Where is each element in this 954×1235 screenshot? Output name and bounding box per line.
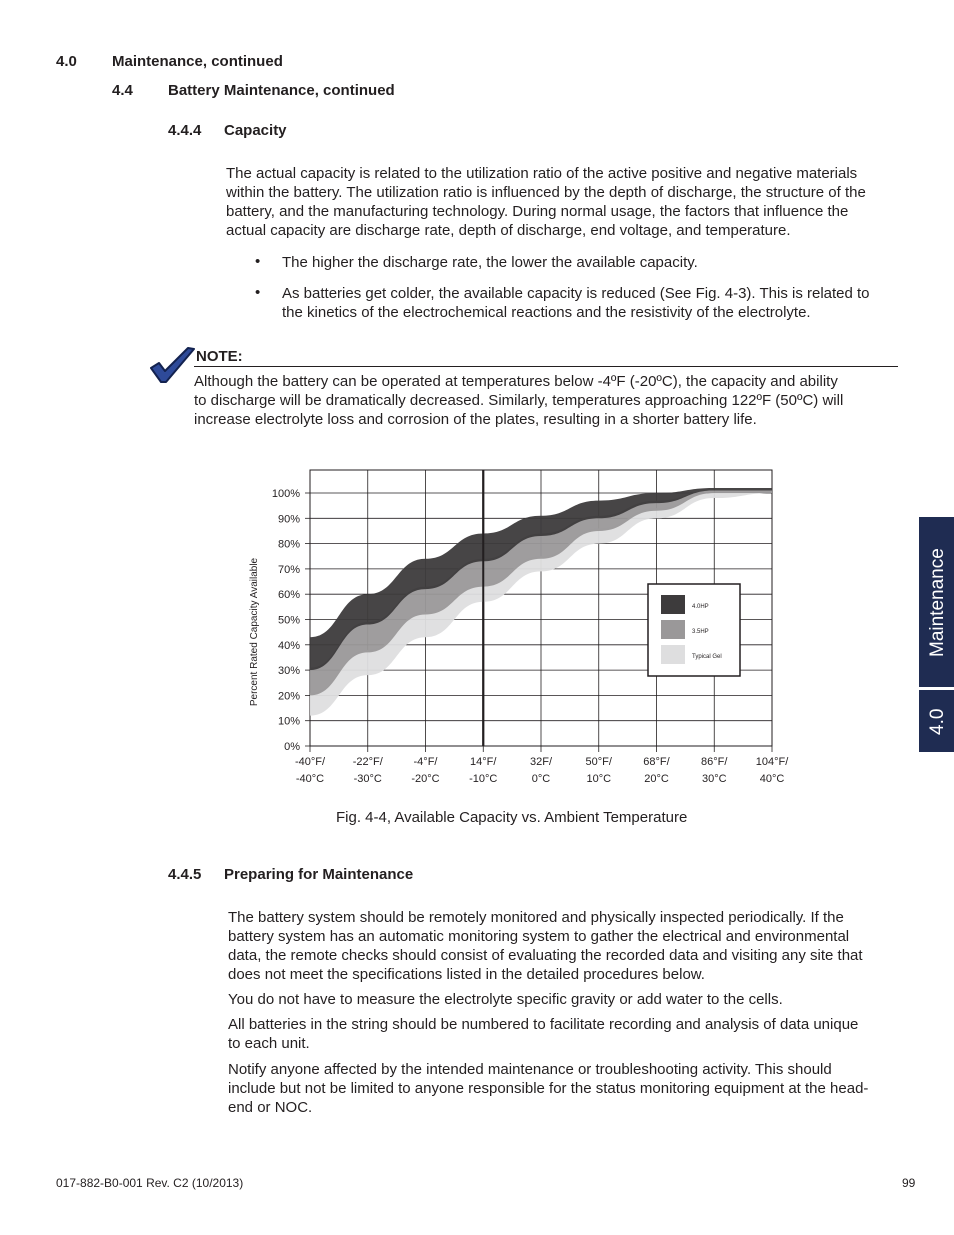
text-line: the kinetics of the electrochemical reactions and the resistivity of the electrolyte. [282, 304, 811, 321]
page-number: 99 [902, 1176, 916, 1190]
y-tick-label: 80% [277, 538, 300, 551]
preparing-title: Preparing for Maintenance [224, 866, 414, 883]
legend-label: Typical Gel [692, 654, 722, 660]
side-tab-number: 4.0 [927, 708, 948, 735]
bullet-marker: • [255, 253, 261, 270]
text-line: As batteries get colder, the available capacity is reduced (See Fig. 4-3). This is related to [282, 285, 870, 302]
note-text [194, 372, 894, 429]
x-tick-label: 86°F/ [701, 756, 728, 768]
text-line: to each unit. [228, 1035, 310, 1052]
text-line: end or NOC. [228, 1099, 313, 1116]
y-axis-label: Percent Rated Capacity Available [249, 557, 260, 707]
preparing-number: 4.4.5 [168, 866, 202, 883]
x-tick-label: -10°C [469, 773, 498, 785]
text-line: include but not be limited to anyone responsible for the status monitoring equipment at the head- [228, 1080, 869, 1097]
bullet-item [282, 284, 912, 322]
y-tick-label: 60% [277, 589, 300, 602]
capacity-chart [230, 460, 810, 800]
x-tick-label: 14°F/ [470, 756, 497, 768]
y-tick-label: 30% [277, 665, 300, 678]
y-tick-label: 70% [277, 563, 300, 576]
x-tick-label: 10°C [586, 773, 612, 785]
note-label: NOTE: [196, 348, 243, 365]
preparing-paragraph [228, 1015, 908, 1053]
bullet-marker: • [255, 284, 261, 301]
text-line: does not meet the specifications listed in the detailed procedures below. [228, 966, 705, 983]
preparing-paragraph [228, 990, 908, 1009]
text-line: Notify anyone affected by the intended maintenance or troubleshooting activity. This should [228, 1061, 832, 1078]
x-tick-label: 20°C [644, 773, 669, 785]
bullet-item [282, 253, 912, 272]
section-side-tab[interactable] [919, 517, 954, 752]
text-line: actual capacity are discharge rate, depth of discharge, end voltage, and temperature. [226, 222, 791, 239]
text-line: The higher the discharge rate, the lower the available capacity. [282, 254, 698, 271]
y-tick-label: 0% [284, 741, 300, 753]
side-tab-label: Maintenance [927, 548, 948, 657]
capacity-title: Capacity [224, 122, 287, 139]
x-tick-label: 30°C [701, 773, 727, 785]
side-tab-divider [919, 687, 954, 690]
y-tick-label: 90% [277, 513, 300, 526]
y-tick-label: 50% [277, 614, 300, 627]
checkmark-icon [148, 346, 196, 386]
preparing-paragraph [228, 908, 908, 984]
y-tick-label: 10% [277, 715, 300, 728]
x-tick-label: -40°C [295, 773, 325, 785]
legend-swatch [661, 645, 685, 664]
subsection-title: Battery Maintenance, continued [168, 82, 395, 99]
section-number: 4.0 [56, 53, 77, 70]
section-title: Maintenance, continued [112, 53, 283, 70]
x-tick-label: -4°F/ [413, 756, 438, 768]
x-tick-label: 40°C [759, 773, 785, 785]
capacity-intro [226, 164, 906, 240]
subsection-number: 4.4 [112, 82, 133, 99]
x-tick-label: 0°C [531, 773, 551, 785]
y-tick-label: 100% [271, 488, 300, 500]
footer-doc-number: 017-882-B0-001 Rev. C2 (10/2013) [56, 1176, 244, 1190]
legend-swatch [661, 595, 685, 614]
chart-plot [230, 460, 810, 800]
x-tick-label: -30°C [353, 773, 382, 785]
text-line: The battery system should be remotely monitored and physically inspected periodically. If the [228, 909, 844, 926]
note-divider [194, 366, 898, 367]
capacity-number: 4.4.4 [168, 122, 202, 139]
text-line: to discharge will be dramatically decreased. Similarly, temperatures approaching 122ºF (50ºC) will [194, 392, 844, 409]
x-tick-label: -22°F/ [352, 756, 383, 768]
x-tick-label: -20°C [411, 773, 440, 785]
legend-label: 3.5HP [692, 629, 709, 635]
x-tick-label: -40°F/ [294, 756, 326, 768]
text-line: All batteries in the string should be numbered to facilitate recording and analysis of data unique [228, 1016, 859, 1033]
text-line: data, the remote checks should consist of evaluating the recorded data and visiting any site that [228, 947, 863, 964]
x-tick-label: 32F/ [529, 756, 553, 768]
text-line: The actual capacity is related to the utilization ratio of the active positive and negative materials [226, 165, 858, 182]
legend-label: 4.0HP [692, 604, 709, 610]
text-line: within the battery. The utilization ratio is influenced by the depth of discharge, the structure of the [226, 184, 866, 201]
x-tick-label: 68°F/ [643, 756, 670, 768]
y-tick-label: 40% [277, 639, 300, 652]
x-tick-label: 104°F/ [755, 756, 789, 768]
preparing-paragraph [228, 1060, 908, 1117]
legend-swatch [661, 620, 685, 639]
text-line: battery system has an automatic monitoring system to gather the electrical and environmental [228, 928, 850, 945]
text-line: increase electrolyte loss and corrosion of the plates, resulting in a shorter battery life. [194, 411, 757, 428]
figure-caption: Fig. 4-4, Available Capacity vs. Ambient Temperature [336, 809, 688, 826]
x-tick-label: 50°F/ [585, 756, 612, 768]
text-line: Although the battery can be operated at temperatures below -4ºF (-20ºC), the capacity and ability [194, 373, 838, 390]
text-line: You do not have to measure the electrolyte specific gravity or add water to the cells. [228, 991, 783, 1008]
y-tick-label: 20% [277, 690, 300, 703]
text-line: battery, and the manufacturing technology. During normal usage, the factors that influence the [226, 203, 849, 220]
